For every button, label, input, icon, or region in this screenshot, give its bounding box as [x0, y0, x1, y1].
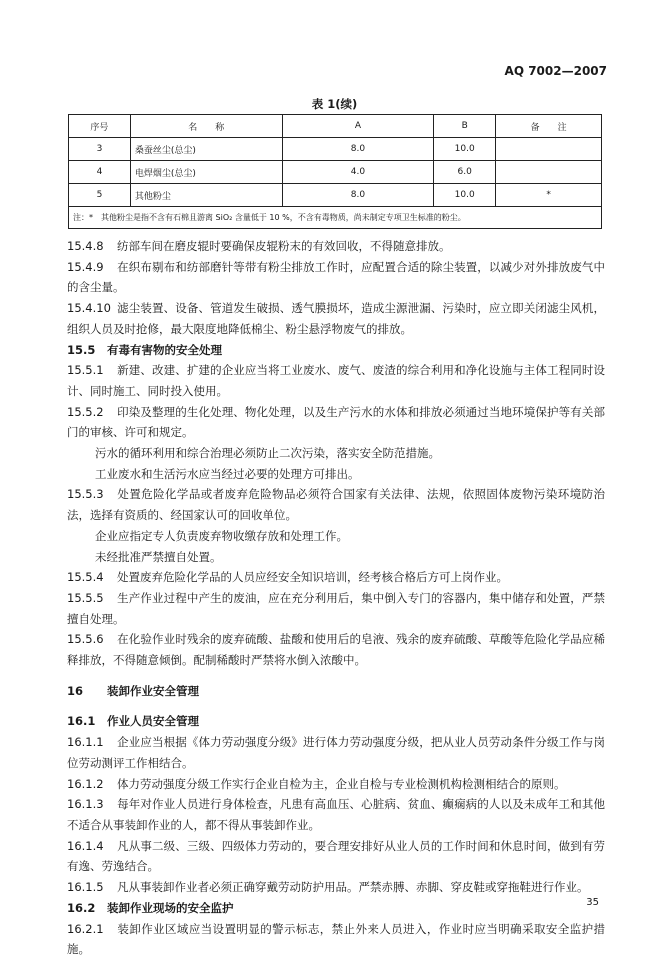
clause-number: 16.1.1: [67, 735, 104, 750]
table-cell: 电焊烟尘(总尘): [130, 161, 282, 184]
clause-number: 16.2: [67, 900, 96, 915]
clause-number: 15.5: [67, 342, 96, 357]
clause-number: 15.4.8: [67, 239, 104, 253]
clause-paragraph: [67, 919, 605, 960]
clause-number: 15.5.3: [67, 487, 104, 502]
clause-text: 装卸作业安全管理: [107, 683, 199, 698]
clause-number: 15.5.6: [67, 632, 104, 647]
table-header-row: [69, 115, 602, 138]
clause-text: 装卸作业现场的安全监护: [107, 900, 234, 915]
table-cell: 6.0: [434, 161, 496, 184]
clause-number: 16: [67, 683, 84, 698]
table-cell: 4: [69, 161, 131, 184]
table-cell: [496, 161, 602, 184]
table-cell: *: [496, 184, 602, 207]
clause-paragraph: [67, 443, 605, 464]
clause-number: 16.2.1: [67, 921, 104, 936]
table-cell: 其他粉尘: [130, 184, 282, 207]
table-cell: 10.0: [434, 184, 496, 207]
clause-text: 凡从事装卸作业者必须正确穿戴劳动防护用品。严禁赤膊、赤脚、穿皮鞋或穿拖鞋进行作业。: [117, 880, 589, 895]
dust-limit-table: [68, 114, 602, 229]
clause-paragraph: [67, 360, 605, 401]
table-row: [69, 161, 602, 184]
body-text: [67, 236, 605, 960]
clause-text: 印染及整理的生化处理、物化处理，以及生产污水的水体和排放必须通过当地环境保护等有关部门的审核、许可和规定。: [67, 404, 605, 440]
clause-number: 16.1.4: [67, 838, 104, 853]
clause-paragraph: [67, 526, 605, 547]
clause-number: 15.4.9: [67, 259, 104, 274]
table-cell: 8.0: [282, 138, 434, 161]
document-code: AQ 7002—2007: [504, 64, 607, 78]
clause-text: 新建、改建、扩建的企业应当将工业废水、废气、废渣的综合利用和净化设施与主体工程同时设计、同时施工、同时投入使用。: [67, 363, 605, 398]
clause-text: 有毒有害物的安全处理: [107, 342, 222, 357]
clause-number: 16.1.5: [67, 880, 104, 895]
clause-text: 未经批准严禁擅自处置。: [95, 549, 222, 564]
clause-paragraph: [67, 794, 605, 835]
clause-text: 纺部车间在磨皮辊时要确保皮辊粉末的有效回收，不得随意排放。: [117, 239, 451, 253]
clause-text: 处置危险化学品或者废弃危险物品必须符合国家有关法律、法规，依照固体废物污染环境防治法，选择有资质的、经国家认可的回收单位。: [67, 487, 605, 523]
clause-text: 在织布剔布和纺部磨针等带有粉尘排放工作时，应配置合适的除尘装置，以减少对外排放废气中的含尘量。: [67, 259, 605, 295]
clause-text: 处置废弃危险化学品的人员应经安全知识培训，经考核合格后方可上岗作业。: [117, 570, 508, 585]
clause-text: 在化验作业时残余的废弃硫酸、盐酸和使用后的皂液、残余的废弃硫酸、草酸等危险化学品应稀释排放，不得随意倾倒。配制稀酸时严禁将水倒入浓酸中。: [67, 632, 605, 668]
table-cell: 3: [69, 138, 131, 161]
clause-text: 企业应当根据《体力劳动强度分级》进行体力劳动强度分级，把从业人员劳动条件分级工作与岗位劳动测评工作相结合。: [67, 735, 605, 770]
clause-paragraph: [67, 547, 605, 568]
clause-paragraph: [67, 588, 605, 629]
clause-paragraph: [67, 629, 605, 670]
clause-text: 每年对作业人员进行身体检查，凡患有高血压、心脏病、贫血、癫痫病的人以及未成年工和其他不适合从事装卸作业的人，都不得从事装卸作业。: [67, 797, 605, 832]
table-cell: 10.0: [434, 138, 496, 161]
table-cell: 4.0: [282, 161, 434, 184]
clause-number: 16.1.2: [67, 776, 104, 791]
section-heading: [67, 340, 605, 361]
clause-paragraph: [67, 877, 605, 898]
clause-text: 凡从事二级、三级、四级体力劳动的，要合理安排好从业人员的工作时间和休息时间，做到有劳有逸、劳逸结合。: [67, 838, 605, 874]
clause-text: 装卸作业区域应当设置明显的警示标志，禁止外来人员进入，作业时应当明确采取安全监护措施。: [67, 921, 605, 957]
clause-text: 作业人员安全管理: [107, 714, 199, 729]
clause-text: 企业应指定专人负责废弃物收缴存放和处理工作。: [95, 528, 348, 543]
table-caption: 表 1(续): [311, 97, 358, 111]
table-cell: 5: [69, 184, 131, 207]
table-cell: 8.0: [282, 184, 434, 207]
clause-paragraph: [67, 774, 605, 795]
clause-paragraph: [67, 298, 605, 339]
section-heading: [67, 898, 605, 919]
clause-number: 16.1: [67, 714, 96, 729]
clause-text: 滤尘装置、设备、管道发生破损、透气膜损坏，造成尘源泄漏、污染时，应立即关闭滤尘风机，组织人员及时抢修，最大限度地降低棉尘、粉尘悬浮物废气的排放。: [67, 301, 605, 336]
clause-number: 16.1.3: [67, 797, 104, 812]
clause-paragraph: [67, 236, 605, 257]
table-note-row: [69, 207, 602, 229]
table-cell: 桑蚕丝尘(总尘): [130, 138, 282, 161]
column-header: 名 称: [130, 115, 282, 138]
table-note: 注：* 其他粉尘是指不含有石棉且游离 SiO₂ 含量低于 10 %，不含有毒物质，尚未制定专项卫生标准的粉尘。: [69, 207, 602, 229]
clause-paragraph: [67, 836, 605, 877]
clause-paragraph: [67, 257, 605, 298]
column-header: 备 注: [496, 115, 602, 138]
clause-paragraph: [67, 732, 605, 773]
chapter-heading: [67, 681, 605, 702]
clause-number: 15.5.5: [67, 590, 104, 605]
clause-paragraph: [67, 464, 605, 485]
clause-text: 工业废水和生活污水应当经过必要的处理方可排出。: [95, 466, 360, 481]
table-cell: [496, 138, 602, 161]
clause-paragraph: [67, 402, 605, 443]
column-header: 序号: [69, 115, 131, 138]
section-heading: [67, 711, 605, 732]
clause-text: 污水的循环利用和综合治理必须防止二次污染，落实安全防范措施。: [95, 446, 440, 461]
column-header: B: [434, 115, 496, 138]
clause-text: 体力劳动强度分级工作实行企业自检为主，企业自检与专业检测机构检测相结合的原则。: [117, 776, 566, 791]
clause-text: 生产作业过程中产生的废油，应在充分利用后，集中倒入专门的容器内，集中储存和处置，严禁擅自处理。: [67, 590, 605, 626]
clause-number: 15.4.10: [67, 301, 111, 316]
clause-paragraph: [67, 567, 605, 588]
table-row: [69, 138, 602, 161]
page-number: 35: [586, 897, 599, 908]
table-row: [69, 184, 602, 207]
clause-number: 15.5.4: [67, 570, 104, 585]
clause-paragraph: [67, 484, 605, 525]
clause-number: 15.5.2: [67, 404, 104, 419]
column-header: A: [282, 115, 434, 138]
clause-number: 15.5.1: [67, 363, 104, 378]
